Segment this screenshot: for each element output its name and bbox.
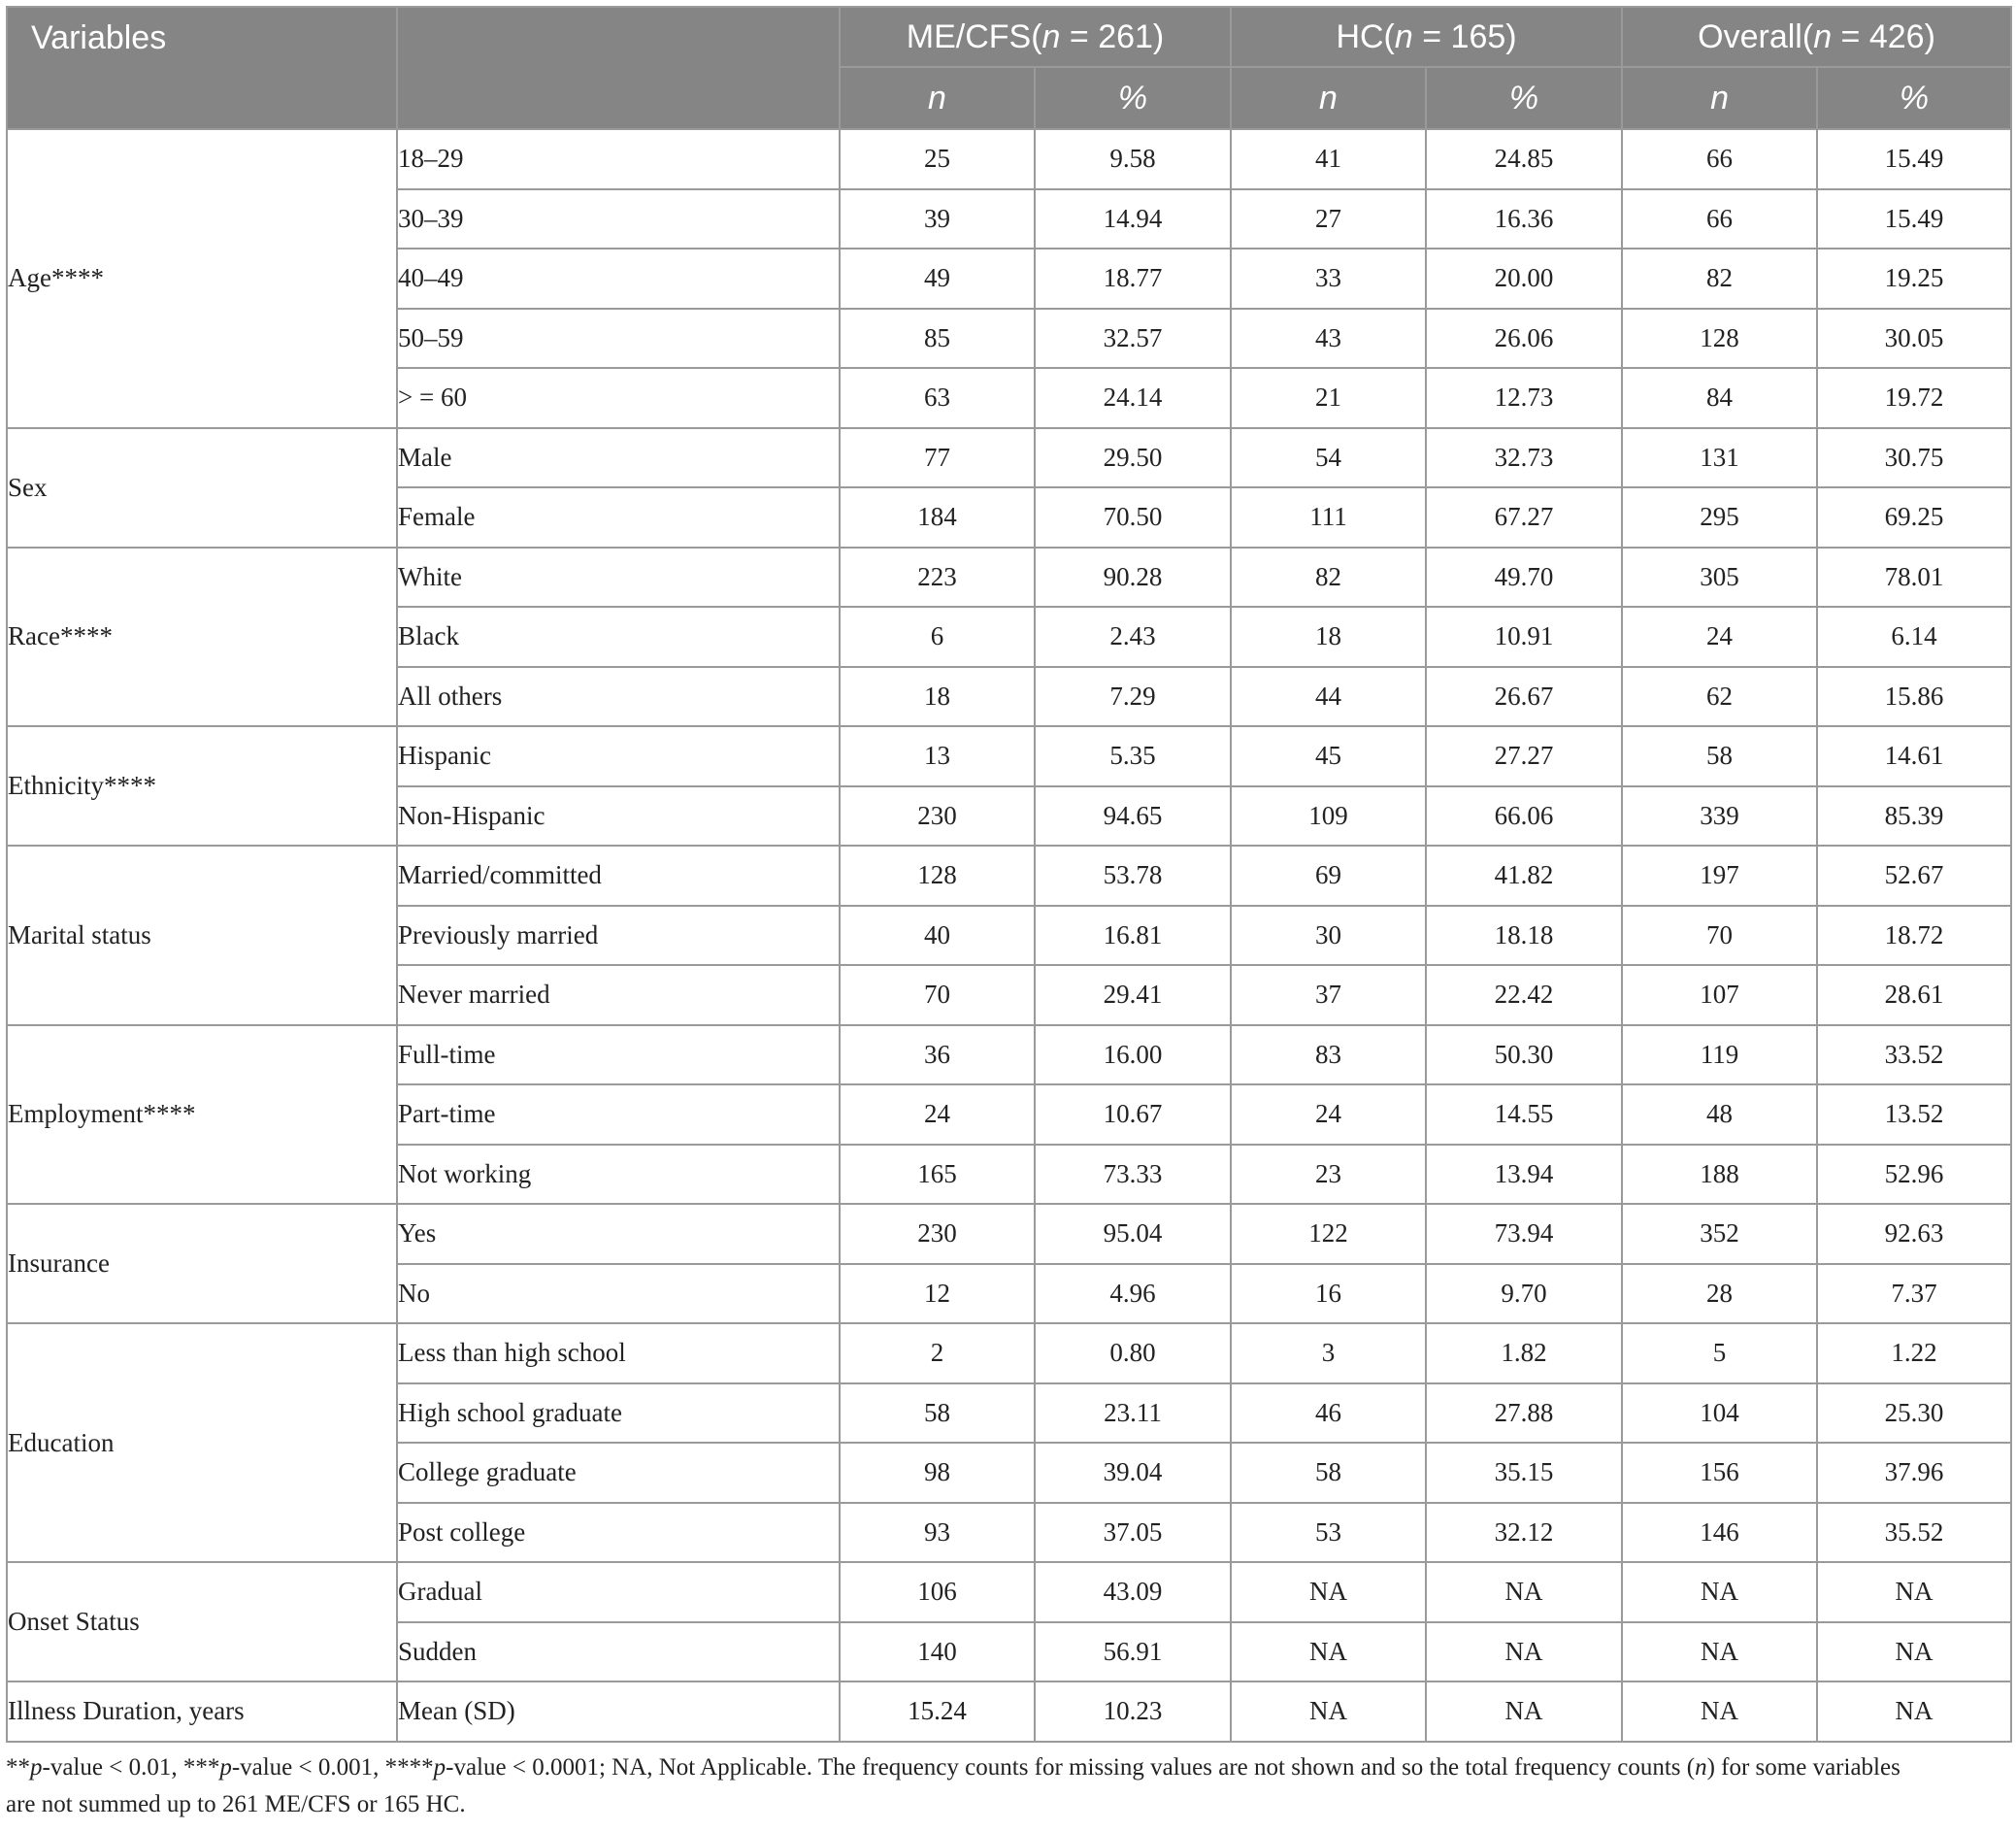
percent-cell: 27.27	[1426, 726, 1622, 786]
percent-cell: 32.57	[1035, 309, 1231, 369]
count-cell: 25	[840, 129, 1035, 189]
percent-cell: 94.65	[1035, 786, 1231, 847]
count-cell: 18	[1231, 607, 1426, 667]
group-label: Overall	[1698, 17, 1802, 55]
percent-cell: 43.09	[1035, 1562, 1231, 1622]
variable-cell: Insurance	[7, 1204, 397, 1323]
count-cell: 23	[1231, 1145, 1426, 1205]
category-cell: All others	[397, 667, 840, 727]
count-cell: 77	[840, 428, 1035, 488]
percent-cell: 15.49	[1817, 189, 2011, 250]
count-cell: 41	[1231, 129, 1426, 189]
count-cell: 197	[1622, 846, 1817, 906]
count-cell: 352	[1622, 1204, 1817, 1264]
category-cell: Not working	[397, 1145, 840, 1205]
count-cell: NA	[1622, 1562, 1817, 1622]
sub-header-percent: %	[1035, 67, 1231, 129]
percent-cell: NA	[1426, 1622, 1622, 1682]
percent-cell: 9.70	[1426, 1264, 1622, 1324]
group-count: = 261)	[1060, 17, 1165, 55]
footnote-segment: -value < 0.01, ***	[42, 1754, 220, 1781]
group-count: = 165)	[1412, 17, 1517, 55]
category-cell: Yes	[397, 1204, 840, 1264]
count-cell: NA	[1231, 1562, 1426, 1622]
group-count: = 426)	[1832, 17, 1935, 55]
count-cell: 70	[1622, 906, 1817, 966]
count-cell: 295	[1622, 487, 1817, 548]
count-cell: 109	[1231, 786, 1426, 847]
count-cell: 122	[1231, 1204, 1426, 1264]
count-cell: NA	[1231, 1622, 1426, 1682]
percent-cell: 10.67	[1035, 1084, 1231, 1145]
sub-header-n: n	[1622, 67, 1817, 129]
count-cell: 16	[1231, 1264, 1426, 1324]
percent-cell: 26.06	[1426, 309, 1622, 369]
percent-cell: 14.61	[1817, 726, 2011, 786]
percent-cell: 95.04	[1035, 1204, 1231, 1264]
category-cell: No	[397, 1264, 840, 1324]
count-cell: 111	[1231, 487, 1426, 548]
count-cell: 58	[1622, 726, 1817, 786]
count-cell: 63	[840, 368, 1035, 428]
table-row	[7, 726, 2011, 786]
count-cell: NA	[1231, 1681, 1426, 1742]
percent-cell: 25.30	[1817, 1383, 2011, 1444]
percent-cell: 23.11	[1035, 1383, 1231, 1444]
category-cell: High school graduate	[397, 1383, 840, 1444]
variable-cell: Employment****	[7, 1025, 397, 1205]
percent-cell: 14.55	[1426, 1084, 1622, 1145]
category-header	[397, 7, 840, 129]
percent-cell: 35.52	[1817, 1503, 2011, 1563]
demographics-table	[6, 6, 2012, 1743]
percent-cell: NA	[1426, 1681, 1622, 1742]
percent-cell: 50.30	[1426, 1025, 1622, 1085]
percent-cell: 18.18	[1426, 906, 1622, 966]
category-cell: > = 60	[397, 368, 840, 428]
table-row	[7, 846, 2011, 906]
count-cell: 28	[1622, 1264, 1817, 1324]
percent-cell: 85.39	[1817, 786, 2011, 847]
percent-cell: 2.43	[1035, 607, 1231, 667]
category-cell: Full-time	[397, 1025, 840, 1085]
count-cell: 45	[1231, 726, 1426, 786]
variable-cell: Ethnicity****	[7, 726, 397, 846]
group-header-overall: Overall(n = 426)	[1622, 7, 2011, 67]
category-cell: Never married	[397, 965, 840, 1025]
table-row	[7, 428, 2011, 488]
percent-cell: 73.94	[1426, 1204, 1622, 1264]
footnote-segment: n	[1695, 1754, 1707, 1781]
table-row	[7, 1323, 2011, 1383]
percent-cell: 5.35	[1035, 726, 1231, 786]
count-cell: 58	[840, 1383, 1035, 1444]
count-cell: 165	[840, 1145, 1035, 1205]
count-cell: 93	[840, 1503, 1035, 1563]
percent-cell: 49.70	[1426, 548, 1622, 608]
percent-cell: 15.86	[1817, 667, 2011, 727]
table-row	[7, 548, 2011, 608]
table-row	[7, 129, 2011, 189]
count-cell: 230	[840, 786, 1035, 847]
footnote-line-1	[6, 1749, 2013, 1786]
percent-cell: 13.94	[1426, 1145, 1622, 1205]
count-cell: 106	[840, 1562, 1035, 1622]
count-cell: 40	[840, 906, 1035, 966]
percent-cell: 66.06	[1426, 786, 1622, 847]
variable-cell: Onset Status	[7, 1562, 397, 1681]
table-row	[7, 1681, 2011, 1742]
percent-cell: 52.96	[1817, 1145, 2011, 1205]
count-cell: 53	[1231, 1503, 1426, 1563]
footnote-segment: p	[219, 1754, 232, 1781]
category-cell: Less than high school	[397, 1323, 840, 1383]
n-symbol: n	[1394, 17, 1413, 55]
count-cell: 21	[1231, 368, 1426, 428]
sub-header-n: n	[840, 67, 1035, 129]
count-cell: 119	[1622, 1025, 1817, 1085]
percent-cell: 7.37	[1817, 1264, 2011, 1324]
count-cell: 82	[1231, 548, 1426, 608]
category-cell: 50–59	[397, 309, 840, 369]
count-cell: 24	[1231, 1084, 1426, 1145]
category-cell: Previously married	[397, 906, 840, 966]
category-cell: Post college	[397, 1503, 840, 1563]
count-cell: 30	[1231, 906, 1426, 966]
percent-cell: 27.88	[1426, 1383, 1622, 1444]
count-cell: 156	[1622, 1443, 1817, 1503]
count-cell: 104	[1622, 1383, 1817, 1444]
category-cell: 30–39	[397, 189, 840, 250]
count-cell: 83	[1231, 1025, 1426, 1085]
percent-cell: NA	[1817, 1681, 2011, 1742]
n-symbol: n	[1813, 17, 1833, 55]
category-cell: 40–49	[397, 249, 840, 309]
percent-cell: 18.77	[1035, 249, 1231, 309]
table-row	[7, 1025, 2011, 1085]
count-cell: 3	[1231, 1323, 1426, 1383]
count-cell: 128	[840, 846, 1035, 906]
count-cell: 305	[1622, 548, 1817, 608]
category-cell: Married/committed	[397, 846, 840, 906]
percent-cell: 20.00	[1426, 249, 1622, 309]
percent-cell: 24.14	[1035, 368, 1231, 428]
count-cell: 58	[1231, 1443, 1426, 1503]
percent-cell: 24.85	[1426, 129, 1622, 189]
percent-cell: 15.49	[1817, 129, 2011, 189]
category-cell: 18–29	[397, 129, 840, 189]
percent-cell: 67.27	[1426, 487, 1622, 548]
count-cell: 46	[1231, 1383, 1426, 1444]
percent-cell: NA	[1817, 1622, 2011, 1682]
percent-cell: 52.67	[1817, 846, 2011, 906]
count-cell: 15.24	[840, 1681, 1035, 1742]
table-body	[7, 129, 2011, 1742]
percent-cell: 29.50	[1035, 428, 1231, 488]
count-cell: 69	[1231, 846, 1426, 906]
percent-cell: 30.05	[1817, 309, 2011, 369]
count-cell: 230	[840, 1204, 1035, 1264]
percent-cell: 53.78	[1035, 846, 1231, 906]
percent-cell: 35.15	[1426, 1443, 1622, 1503]
percent-cell: 92.63	[1817, 1204, 2011, 1264]
percent-cell: 1.82	[1426, 1323, 1622, 1383]
count-cell: 62	[1622, 667, 1817, 727]
variable-cell: Education	[7, 1323, 397, 1562]
table-row	[7, 1204, 2011, 1264]
footnote-segment: -value < 0.001, ****	[231, 1754, 434, 1781]
count-cell: 6	[840, 607, 1035, 667]
sub-header-percent: %	[1426, 67, 1622, 129]
count-cell: 128	[1622, 309, 1817, 369]
category-cell: Mean (SD)	[397, 1681, 840, 1742]
percent-cell: 12.73	[1426, 368, 1622, 428]
percent-cell: 16.36	[1426, 189, 1622, 250]
count-cell: 24	[1622, 607, 1817, 667]
variable-cell: Marital status	[7, 846, 397, 1025]
variable-cell: Race****	[7, 548, 397, 727]
footnote-segment: ) for some variables	[1706, 1754, 1900, 1781]
group-header-hc: HC(n = 165)	[1231, 7, 1622, 67]
category-cell: Gradual	[397, 1562, 840, 1622]
count-cell: 131	[1622, 428, 1817, 488]
count-cell: NA	[1622, 1681, 1817, 1742]
percent-cell: 56.91	[1035, 1622, 1231, 1682]
percent-cell: 19.72	[1817, 368, 2011, 428]
count-cell: 33	[1231, 249, 1426, 309]
percent-cell: 26.67	[1426, 667, 1622, 727]
table-row	[7, 1562, 2011, 1622]
table-footnote	[6, 1749, 2013, 1823]
sub-header-n: n	[1231, 67, 1426, 129]
percent-cell: NA	[1817, 1562, 2011, 1622]
count-cell: 223	[840, 548, 1035, 608]
variable-cell: Illness Duration, years	[7, 1681, 397, 1742]
count-cell: 66	[1622, 129, 1817, 189]
percent-cell: 39.04	[1035, 1443, 1231, 1503]
count-cell: 54	[1231, 428, 1426, 488]
percent-cell: 22.42	[1426, 965, 1622, 1025]
percent-cell: 32.12	[1426, 1503, 1622, 1563]
percent-cell: 30.75	[1817, 428, 2011, 488]
percent-cell: 4.96	[1035, 1264, 1231, 1324]
footnote-line-2: are not summed up to 261 ME/CFS or 165 HC.	[6, 1791, 466, 1817]
variables-header: Variables	[7, 7, 397, 129]
percent-cell: 70.50	[1035, 487, 1231, 548]
variable-cell: Age****	[7, 129, 397, 428]
count-cell: 43	[1231, 309, 1426, 369]
count-cell: 107	[1622, 965, 1817, 1025]
count-cell: NA	[1622, 1622, 1817, 1682]
count-cell: 18	[840, 667, 1035, 727]
count-cell: 339	[1622, 786, 1817, 847]
group-label: HC	[1336, 17, 1384, 55]
sub-header-percent: %	[1817, 67, 2011, 129]
count-cell: 85	[840, 309, 1035, 369]
percent-cell: 37.05	[1035, 1503, 1231, 1563]
percent-cell: 13.52	[1817, 1084, 2011, 1145]
percent-cell: 7.29	[1035, 667, 1231, 727]
category-cell: Black	[397, 607, 840, 667]
footnote-segment: **	[6, 1754, 30, 1781]
count-cell: 98	[840, 1443, 1035, 1503]
category-cell: Hispanic	[397, 726, 840, 786]
count-cell: 84	[1622, 368, 1817, 428]
group-header-mecfs: ME/CFS(n = 261)	[840, 7, 1231, 67]
count-cell: 66	[1622, 189, 1817, 250]
count-cell: 2	[840, 1323, 1035, 1383]
percent-cell: 33.52	[1817, 1025, 2011, 1085]
category-cell: Male	[397, 428, 840, 488]
category-cell: Non-Hispanic	[397, 786, 840, 847]
percent-cell: 28.61	[1817, 965, 2011, 1025]
percent-cell: NA	[1426, 1562, 1622, 1622]
variable-cell: Sex	[7, 428, 397, 548]
percent-cell: 16.81	[1035, 906, 1231, 966]
percent-cell: 0.80	[1035, 1323, 1231, 1383]
group-label: ME/CFS	[906, 17, 1032, 55]
percent-cell: 9.58	[1035, 129, 1231, 189]
count-cell: 24	[840, 1084, 1035, 1145]
table-header	[7, 7, 2011, 129]
category-cell: White	[397, 548, 840, 608]
count-cell: 146	[1622, 1503, 1817, 1563]
count-cell: 44	[1231, 667, 1426, 727]
percent-cell: 41.82	[1426, 846, 1622, 906]
count-cell: 48	[1622, 1084, 1817, 1145]
percent-cell: 29.41	[1035, 965, 1231, 1025]
count-cell: 70	[840, 965, 1035, 1025]
percent-cell: 6.14	[1817, 607, 2011, 667]
category-cell: Part-time	[397, 1084, 840, 1145]
percent-cell: 10.23	[1035, 1681, 1231, 1742]
percent-cell: 37.96	[1817, 1443, 2011, 1503]
percent-cell: 69.25	[1817, 487, 2011, 548]
category-cell: Sudden	[397, 1622, 840, 1682]
count-cell: 39	[840, 189, 1035, 250]
percent-cell: 1.22	[1817, 1323, 2011, 1383]
count-cell: 36	[840, 1025, 1035, 1085]
footnote-segment: p	[30, 1754, 43, 1781]
category-cell: College graduate	[397, 1443, 840, 1503]
percent-cell: 18.72	[1817, 906, 2011, 966]
count-cell: 13	[840, 726, 1035, 786]
count-cell: 27	[1231, 189, 1426, 250]
percent-cell: 19.25	[1817, 249, 2011, 309]
percent-cell: 10.91	[1426, 607, 1622, 667]
count-cell: 49	[840, 249, 1035, 309]
count-cell: 184	[840, 487, 1035, 548]
n-symbol: n	[1041, 17, 1061, 55]
percent-cell: 14.94	[1035, 189, 1231, 250]
percent-cell: 32.73	[1426, 428, 1622, 488]
count-cell: 12	[840, 1264, 1035, 1324]
percent-cell: 90.28	[1035, 548, 1231, 608]
footnote-segment: -value < 0.0001; NA, Not Applicable. The frequency counts for missing values are not shown and so the total frequency counts (	[446, 1754, 1696, 1781]
percent-cell: 16.00	[1035, 1025, 1231, 1085]
count-cell: 5	[1622, 1323, 1817, 1383]
count-cell: 82	[1622, 249, 1817, 309]
count-cell: 37	[1231, 965, 1426, 1025]
percent-cell: 73.33	[1035, 1145, 1231, 1205]
count-cell: 140	[840, 1622, 1035, 1682]
percent-cell: 78.01	[1817, 548, 2011, 608]
footnote-segment: p	[433, 1754, 446, 1781]
category-cell: Female	[397, 487, 840, 548]
count-cell: 188	[1622, 1145, 1817, 1205]
